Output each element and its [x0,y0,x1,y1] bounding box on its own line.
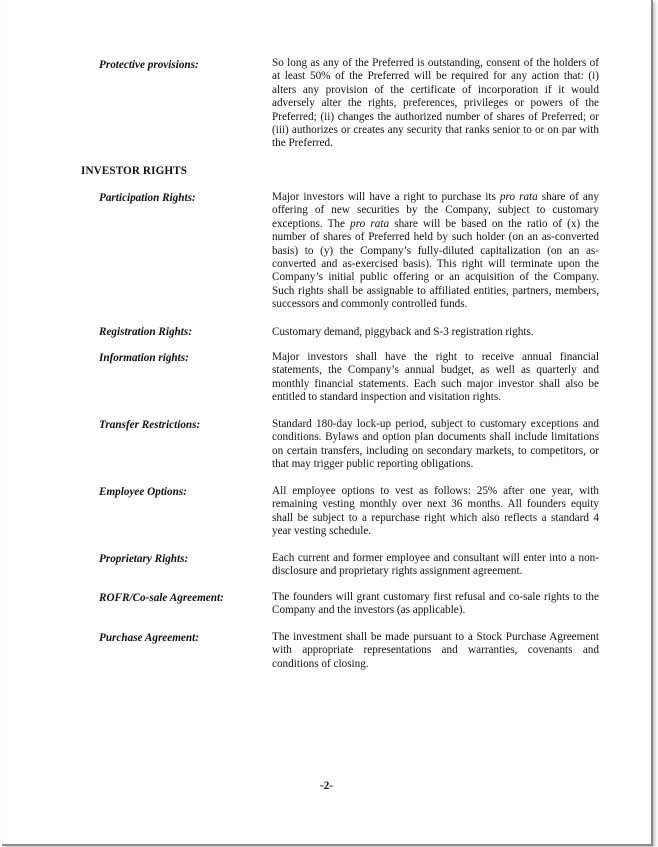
rofr-cosale-agreement-label: ROFR/Co-sale Agreement: [99,592,224,604]
participation-italic-pro-rata-2: pro rata [350,217,390,230]
participation-text-part-3: share will be based on the ratio of (x) the number of shares of Preferred held by such holder (on an as-converted basis) to (y) the Company’s fully-diluted capitalization (on an as-converted and as-exercised basis). This right will terminate upon the Company’s initial public offering or an acquisition of the Company. Such rights shall be assignable to affiliated entities, partners, members, successors and commonly controlled funds. [272,217,599,311]
protective-provisions-text: So long as any of the Preferred is outstanding, consent of the holders of at least 50% of the Preferred will be required for any action that: (i) alters any provision of the certificate of incorporation if it would adversely alter the rights, preferences, privileges or powers of the Preferred; (ii) changes the authorized number of shares of Preferred; or (iii) authorizes or creates any security that ranks senior to or on par with the Preferred. [272,57,599,150]
purchase-agreement-label: Purchase Agreement: [99,632,199,644]
protective-provisions-label: Protective provisions: [99,59,199,71]
participation-rights-text [272,191,599,312]
rofr-cosale-agreement-text: The founders will grant customary first refusal and co-sale rights to the Company and the investors (as applicable). [272,591,599,617]
registration-rights-label: Registration Rights: [99,326,192,338]
purchase-agreement-text: The investment shall be made pursuant to a Stock Purchase Agreement with appropriate representations and warranties, covenants and conditions of closing. [272,631,599,670]
employee-options-text: All employee options to vest as follows: 25% after one year, with remaining vesting monthly over next 36 months. All founders equity shall be subject to a repurchase right which also reflects a standard 4 year vesting schedule. [272,485,599,538]
transfer-restrictions-text: Standard 180-day lock-up period, subject to customary exceptions and conditions. Bylaws and option plan documents shall include limitations on certain transfers, including on secondary markets, to competitors, or that may trigger public reporting obligations. [272,418,599,471]
proprietary-rights-text: Each current and former employee and consultant will enter into a non-disclosure and proprietary rights assignment agreement. [272,552,599,578]
participation-italic-pro-rata-1: pro rata [499,191,538,203]
participation-text-part-2: share of any offering of new securities by the Company, subject to customary exceptions. The [272,191,599,230]
document-page [2,0,653,846]
proprietary-rights-label: Proprietary Rights: [99,553,189,565]
participation-text-part-1: Major investors will have a right to purchase its [272,191,500,203]
information-rights-text: Major investors shall have the right to receive annual financial statements, the Company’s annual budget, as well as quarterly and monthly financial statements. Each such major investor shall also be entitled to standard inspection and visitation rights. [272,351,599,404]
transfer-restrictions-label: Transfer Restrictions: [99,419,201,431]
section-heading-investor-rights: INVESTOR RIGHTS [81,165,188,177]
page-number: -2- [319,780,334,792]
information-rights-label: Information rights: [99,352,189,364]
participation-rights-label: Participation Rights: [99,192,196,204]
registration-rights-text: Customary demand, piggyback and S-3 registration rights. [272,326,534,338]
employee-options-label: Employee Options: [99,486,187,498]
